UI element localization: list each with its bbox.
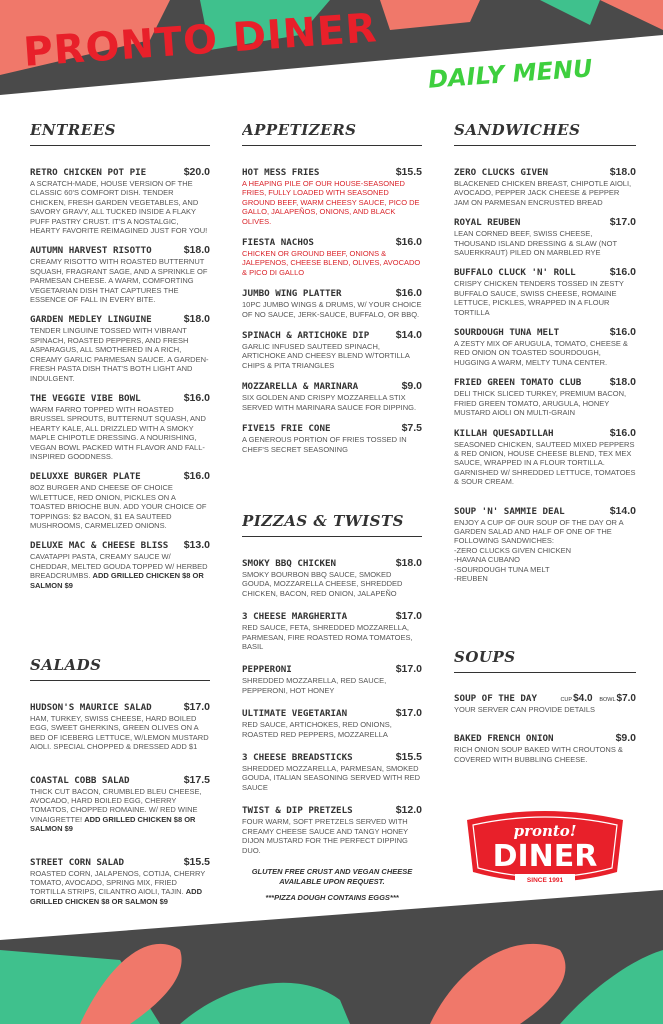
item-description bbox=[242, 435, 422, 454]
item-description bbox=[30, 869, 210, 907]
item-name: ULTIMATE VEGETARIAN bbox=[242, 708, 348, 720]
deal-option: -SOURDOUGH TUNA MELT bbox=[454, 564, 550, 574]
sandwiches-list bbox=[454, 166, 636, 583]
item-name: SOURDOUGH TUNA MELT bbox=[454, 327, 560, 339]
item-description-text: RED SAUCE, ARTICHOKES, RED ONIONS, ROASTED RED PEPPERS, MOZZARELLA bbox=[242, 720, 392, 739]
menu-item bbox=[30, 244, 210, 304]
item-description bbox=[242, 249, 422, 277]
item-name: ZERO CLUCKS GIVEN bbox=[454, 167, 549, 178]
item-price: $9.0 bbox=[401, 380, 422, 393]
item-price: $20.0 bbox=[183, 166, 210, 178]
menu-item bbox=[30, 856, 210, 907]
item-name: DELUXXE BURGER PLATE bbox=[30, 471, 141, 483]
item-description bbox=[30, 405, 210, 461]
item-price: $17.0 bbox=[395, 663, 422, 676]
item-name: KILLAH QUESADILLAH bbox=[454, 427, 554, 439]
menu-item bbox=[30, 774, 210, 834]
item-price: $17.0 bbox=[183, 701, 210, 713]
item-price: $18.0 bbox=[609, 376, 636, 389]
item-description bbox=[454, 179, 636, 207]
pronto-diner-logo bbox=[457, 806, 633, 894]
item-description-text: THICK CUT BACON, CRUMBLED BLEU CHEESE, AVOCADO, HARD BOILED EGG, CHERRY TOMATOS, CHOPPED ROMAINE. W/ RED WINE VINAIGRETTE! bbox=[30, 786, 202, 824]
item-addon: ADD GRILLED CHICKEN $8 OR SALMON $9 bbox=[30, 571, 204, 590]
item-description bbox=[454, 279, 636, 317]
item-name: SOUP 'N' SAMMIE DEAL bbox=[454, 505, 565, 517]
soup-prices bbox=[560, 693, 636, 704]
item-name: FIESTA NACHOS bbox=[242, 237, 314, 249]
item-description-text: SIX GOLDEN AND CRISPY MOZZARELLA STIX SERVED WITH MARINARA SAUCE FOR DIPPING. bbox=[242, 393, 417, 412]
menu-item bbox=[454, 376, 636, 417]
salads-section bbox=[30, 656, 210, 928]
item-name: MOZZARELLA & MARINARA bbox=[242, 381, 359, 393]
item-name: COASTAL COBB SALAD bbox=[30, 774, 130, 786]
menu-item bbox=[30, 392, 210, 461]
item-addon: ADD GRILLED CHICKEN $8 OR SALMON $9 bbox=[30, 814, 196, 834]
item-description bbox=[454, 389, 636, 417]
item-price: $17.0 bbox=[395, 707, 422, 720]
item-description bbox=[242, 623, 422, 651]
menu-item bbox=[454, 216, 636, 257]
item-description-text: SEASONED CHICKEN, SAUTEED MIXED PEPPERS & RED ONION, HOUSE CHEESE BLEND, TEX MEX SAUCE, WRAPPED IN A FLOUR TORTILLA. GARNISHED W/ SHREDDED LETTUCE, TOMATOES & SOUR CREAM. bbox=[454, 439, 636, 487]
menu-item bbox=[30, 539, 210, 590]
item-description-text: FOUR WARM, SOFT PRETZELS SERVED WITH CREAMY CHEESE SAUCE AND TANGY HONEY DIJON MUSTARD FOR THE PERFECT DIPPING DUO. bbox=[242, 817, 409, 855]
item-description-text: CAVATAPPI PASTA, CREAMY SAUCE W/ CHEDDAR, MELTED GOUDA TOPPED W/ HERBED BREADCRUMBS. bbox=[30, 552, 208, 581]
deal-option: -HAVANA CUBANO bbox=[454, 555, 520, 565]
item-description bbox=[242, 720, 422, 739]
item-description bbox=[454, 440, 636, 487]
item-name: AUTUMN HARVEST RISOTTO bbox=[30, 245, 152, 257]
item-description-text: SHREDDED MOZZARELLA, PARMESAN, SMOKED GOUDA, ITALIAN SEASONING SERVED WITH RED SAUCE bbox=[242, 764, 421, 792]
item-description: RICH ONION SOUP BAKED WITH CROUTONS & COVERED WITH BUBBLING CHEESE. bbox=[454, 745, 623, 764]
pizzas-heading: PIZZAS & TWISTS bbox=[242, 512, 422, 537]
item-description bbox=[242, 764, 422, 792]
logo-script-text: pronto! bbox=[513, 822, 577, 840]
salads-heading: SALADS bbox=[30, 656, 210, 681]
entrees-section bbox=[30, 121, 210, 599]
item-name: FRIED GREEN TOMATO CLUB bbox=[454, 377, 582, 389]
item-description bbox=[242, 817, 422, 855]
item-price: $16.0 bbox=[609, 266, 636, 279]
appetizers-list bbox=[242, 166, 422, 454]
item-description-text: HAM, TURKEY, SWISS CHEESE, HARD BOILED EGG, SWEET GHERKINS, GREEN OLIVES ON A BED OF ICEBERG LETTUCE, W/LEMON MUSTARD AIOLI. SPECIAL CHOPPED & DRESSED ADD $1 bbox=[30, 714, 209, 752]
bowl-label: BOWL bbox=[599, 697, 616, 703]
item-name: STREET CORN SALAD bbox=[30, 856, 125, 868]
item-name: BAKED FRENCH ONION bbox=[454, 733, 554, 745]
item-description bbox=[242, 179, 422, 226]
item-description-text: ROASTED CORN, JALAPENOS, COTIJA, CHERRY TOMATO, AVOCADO, SPRING MIX, FRIED TORTILLA STRIPS, CILANTRO AIOLI, TAJIN. bbox=[30, 868, 206, 897]
item-price: $7.5 bbox=[401, 422, 422, 435]
menu-item bbox=[242, 663, 422, 695]
menu-item bbox=[454, 693, 636, 714]
deal-option: -ZERO CLUCKS GIVEN CHICKEN bbox=[454, 545, 572, 555]
menu-item bbox=[454, 732, 636, 764]
item-price: $14.0 bbox=[609, 504, 636, 517]
item-name: GARDEN MEDLEY LINGUINE bbox=[30, 314, 152, 326]
menu-item bbox=[242, 287, 422, 319]
item-price: $13.0 bbox=[183, 539, 210, 552]
item-name: SMOKY BBQ CHICKEN bbox=[242, 558, 337, 569]
item-name: TWIST & DIP PRETZELS bbox=[242, 805, 353, 817]
item-price: $15.5 bbox=[395, 166, 422, 178]
item-price: $16.0 bbox=[609, 426, 636, 439]
item-name: SOUP OF THE DAY bbox=[454, 693, 537, 704]
item-description bbox=[30, 257, 210, 304]
item-description-text: DELI THICK SLICED TURKEY, PREMIUM BACON, FRIED GREEN TOMATO, ARUGULA, HONEY MUSTARD AIOLI ON MULTI-GRAIN bbox=[454, 389, 627, 418]
menu-item bbox=[30, 701, 210, 752]
item-name: HOT MESS FRIES bbox=[242, 167, 320, 178]
item-name: SPINACH & ARTICHOKE DIP bbox=[242, 330, 370, 342]
menu-item bbox=[242, 329, 422, 370]
item-description-text: BLACKENED CHICKEN BREAST, CHIPOTLE AIOLI, AVOCADO, PEPPER JACK CHEESE & PEPPER JAM ON PARMESAN ENCRUSTED BREAD bbox=[454, 179, 632, 207]
menu-item bbox=[242, 751, 422, 792]
item-description bbox=[242, 342, 422, 370]
item-description-text: WARM FARRO TOPPED WITH ROASTED BRUSSEL SPROUTS, BUTTERNUT SQUASH, AND HEARTY KALE, ALL DRIZZLED WITH A SMOKY MAPLE CHIPOTLE DRESSING. A NOURISHING, VEGAN BOWL PACKED WITH FLAVOR AND FALL-INSPIRED GOODNESS. bbox=[30, 404, 206, 461]
menu-item bbox=[242, 236, 422, 277]
item-price: $12.0 bbox=[395, 804, 422, 817]
item-price: $16.0 bbox=[609, 326, 636, 339]
restaurant-title: PRONTO DINER bbox=[22, 5, 379, 76]
item-description-text: A SCRATCH-MADE, HOUSE VERSION OF THE CLASSIC 60'S COMFORT DISH. TENDER CHICKEN, FRESH GARDEN VEGETABLES, AND SAVORY GRAVY, ALL TUCKED INSIDE A FLAKY PUFF PASTRY CRUST. IT'S A NOSTALGIC, HEARTY FAVORITE REIMAGINED JUST FOR YOU! bbox=[30, 179, 208, 236]
item-price: $16.0 bbox=[395, 236, 422, 249]
soups-heading: SOUPS bbox=[454, 648, 636, 673]
item-name: 3 CHEESE BREADSTICKS bbox=[242, 752, 353, 764]
menu-item bbox=[242, 380, 422, 412]
item-price: $15.5 bbox=[395, 751, 422, 764]
menu-item bbox=[30, 166, 210, 235]
bowl-price: $7.0 bbox=[616, 693, 636, 704]
item-price: $16.0 bbox=[183, 470, 210, 483]
item-price: $16.0 bbox=[395, 287, 422, 300]
item-name: BUFFALO CLUCK 'N' ROLL bbox=[454, 267, 576, 279]
item-description-text: CREAMY RISOTTO WITH ROASTED BUTTERNUT SQUASH, FRAGRANT SAGE, AND A SPRINKLE OF PARMESAN CHEESE. A WARM, COMFORTING VEGETARIAN DISH THAT CAPTURES THE ESSENCE OF FALL IN EVERY BITE. bbox=[30, 257, 208, 305]
item-name: ROYAL REUBEN bbox=[454, 217, 521, 229]
menu-subtitle: DAILY MENU bbox=[427, 54, 594, 94]
item-name: RETRO CHICKEN POT PIE bbox=[30, 167, 147, 178]
item-description bbox=[30, 714, 210, 752]
item-price: $18.0 bbox=[395, 557, 422, 569]
item-description-text: SHREDDED MOZZARELLA, RED SAUCE, PEPPERONI, HOT HONEY bbox=[242, 676, 387, 695]
salads-list bbox=[30, 701, 210, 906]
item-description bbox=[30, 787, 210, 834]
item-description-text: SMOKY BOURBON BBQ SAUCE, SMOKED GOUDA, MOZZARELLA CHEESE, SHREDDED CHICKEN, BACON, RED ONION, JALAPEÑO bbox=[242, 570, 403, 598]
item-addon: ADD GRILLED CHICKEN $8 OR SALMON $9 bbox=[30, 887, 202, 906]
item-description-text: A HEAPING PILE OF OUR HOUSE-SEASONED FRIES, FULLY LOADED WITH SEASONED GROUND BEEF, WARM CHEESY SAUCE, PICO DE GALLO, JALAPEÑOS, ONIONS, AND BLACK OLIVES. bbox=[242, 179, 420, 226]
item-price: $14.0 bbox=[395, 329, 422, 342]
pizza-egg-note: ***PIZZA DOUGH CONTAINS EGGS*** bbox=[265, 892, 399, 902]
appetizers-section bbox=[242, 121, 422, 464]
menu-item bbox=[454, 326, 636, 367]
item-price: $18.0 bbox=[183, 244, 210, 257]
menu-item bbox=[454, 266, 636, 317]
item-price: $18.0 bbox=[609, 166, 636, 178]
item-price: $16.0 bbox=[183, 391, 210, 404]
menu-item bbox=[454, 505, 636, 584]
deal-option: -REUBEN bbox=[454, 573, 488, 583]
item-description bbox=[242, 570, 422, 598]
entrees-heading: ENTREES bbox=[30, 121, 210, 146]
item-price: $17.0 bbox=[609, 216, 636, 229]
soups-section bbox=[454, 648, 636, 773]
menu-item bbox=[454, 166, 636, 207]
menu-item bbox=[242, 422, 422, 454]
item-description-text: CRISPY CHICKEN TENDERS TOSSED IN ZESTY BUFFALO SAUCE, SWISS CHEESE, ROMAINE LETTUCE, PICKLES, WRAPPED IN A FLOUR TORTILLA bbox=[454, 279, 624, 317]
item-description-text: ENJOY A CUP OF OUR SOUP OF THE DAY OR A GARDEN SALAD AND HALF OF ONE OF THE FOLLOWING SANDWICHES: bbox=[454, 517, 624, 546]
menu-item bbox=[242, 166, 422, 226]
item-description bbox=[454, 518, 636, 584]
item-name: DELUXE MAC & CHEESE BLISS bbox=[30, 540, 169, 552]
menu-item bbox=[242, 804, 422, 855]
item-price: $17.0 bbox=[395, 610, 422, 623]
menu-item bbox=[30, 470, 210, 530]
item-description-text: RED SAUCE, FETA, SHREDDED MOZZARELLA, PARMESAN, FIRE ROASTED ROMA TOMATOES, BASIL bbox=[242, 623, 413, 652]
entrees-list bbox=[30, 166, 210, 590]
item-description bbox=[30, 326, 210, 382]
item-name: FIVE15 FRIE CONE bbox=[242, 423, 331, 435]
item-description-text: GARLIC INFUSED SAUTEED SPINACH, ARTICHOKE AND CHEESY BLEND W/TORTILLA CHIPS & PITA TRIANGLES bbox=[242, 342, 410, 370]
menu-item bbox=[242, 707, 422, 739]
item-price: $17.5 bbox=[183, 773, 210, 786]
menu-item bbox=[454, 427, 636, 487]
item-description: YOUR SERVER CAN PROVIDE DETAILS bbox=[454, 705, 596, 714]
item-name: PEPPERONI bbox=[242, 664, 292, 676]
item-description bbox=[242, 300, 422, 319]
item-description-text: A ZESTY MIX OF ARUGULA, TOMATO, CHEESE & RED ONION ON TOASTED SOURDOUGH, HUGGING A WARM, MELTY TUNA CENTER. bbox=[454, 339, 628, 367]
item-description-text: 8OZ BURGER AND CHEESE OF CHOICE W/LETTUCE, RED ONION, PICKLES ON A TOASTED BRIOCHE BUN. ADD YOUR CHOICE OF TOPPINGS: $2 BACON, $1 EA SAUTEED MUSHROOMS, CARMELIZED ONIONS. bbox=[30, 483, 207, 530]
item-name: 3 CHEESE MARGHERITA bbox=[242, 611, 348, 623]
sandwiches-heading: SANDWICHES bbox=[454, 121, 636, 146]
item-description-text: TENDER LINGUINE TOSSED WITH VIBRANT SPINACH, ROASTED PEPPERS, AND FRESH ASPARAGUS, ALL SMOTHERED IN A RICH, CREAMY GARLIC PARMESAN SAUCE. A GARDEN-FRESH PASTA DISH THAT'S BOTH LIGHT AND INDULGENT. bbox=[30, 326, 209, 383]
logo-since-text: SINCE 1991 bbox=[526, 877, 564, 884]
cup-label: CUP bbox=[560, 697, 573, 703]
pizzas-section bbox=[242, 512, 422, 903]
item-description-text: 10PC JUMBO WINGS & DRUMS, W/ YOUR CHOICE OF NO SAUCE, JERK-SAUCE, BUFFALO, OR BBQ. bbox=[242, 300, 422, 319]
item-price: $9.0 bbox=[615, 732, 636, 745]
item-description bbox=[30, 179, 210, 235]
item-name: THE VEGGIE VIBE BOWL bbox=[30, 392, 141, 404]
item-price: $15.5 bbox=[183, 855, 210, 868]
item-price: $18.0 bbox=[183, 313, 210, 326]
item-description bbox=[454, 229, 636, 257]
item-description-text: A GENEROUS PORTION OF FRIES TOSSED IN CHEF'S SECRET SEASONING bbox=[242, 435, 407, 454]
item-name: HUDSON'S MAURICE SALAD bbox=[30, 702, 152, 713]
menu-item bbox=[30, 313, 210, 382]
item-description bbox=[242, 393, 422, 412]
item-description bbox=[242, 676, 422, 695]
menu-item bbox=[242, 610, 422, 651]
gluten-free-note: GLUTEN FREE CRUST AND VEGAN CHEESE AVAILABLE UPON REQUEST. bbox=[251, 866, 413, 886]
sandwiches-section bbox=[454, 121, 636, 592]
logo-diner-text: DINER bbox=[492, 839, 598, 874]
item-description bbox=[30, 552, 210, 590]
item-name: JUMBO WING PLATTER bbox=[242, 288, 342, 300]
pizzas-list bbox=[242, 557, 422, 855]
item-description bbox=[454, 339, 636, 367]
item-description-text: LEAN CORNED BEEF, SWISS CHEESE, THOUSAND ISLAND DRESSING & SLAW (NOT SAUERKRAUT) PILED ON MARBLED RYE bbox=[454, 229, 617, 258]
cup-price: $4.0 bbox=[573, 693, 593, 704]
item-description bbox=[30, 483, 210, 530]
item-description-text: CHICKEN OR GROUND BEEF, ONIONS & JALEPENOS, CHEESE BLEND, OLIVES, AVOCADO & PICO DI GALLO bbox=[242, 249, 421, 277]
menu-item bbox=[242, 557, 422, 598]
appetizers-heading: APPETIZERS bbox=[242, 121, 422, 146]
